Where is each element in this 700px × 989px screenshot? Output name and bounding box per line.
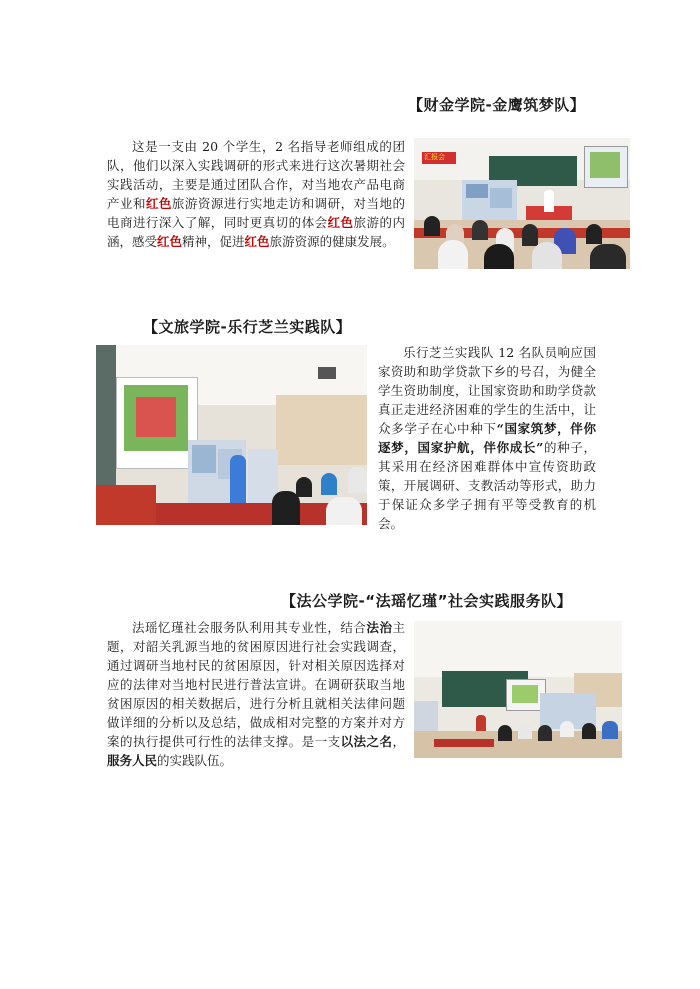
body-text: 乐行芝兰实践队 12 名队员响应国家资助和助学贷款下乡的号召，为健全学生资助制度，让国家资助和助学贷款真正走进经济困难的学生的生活中，让众多学子在心中种下 <box>378 345 596 436</box>
body-text: ， <box>392 734 405 749</box>
body-text: 精神，促进 <box>182 234 245 249</box>
emphasis-text: 服务人民 <box>107 753 158 768</box>
body-text: 这是一支由 20 个学生，2 名指导老师组成的团队，他们以深入实践调研的形式来进行这次暑期社会实践活动，主要是通过团队合作，对当地农产品电商产业和 <box>107 139 405 211</box>
emphasis-text: 红色 <box>157 234 183 249</box>
emphasis-text: 红色 <box>244 234 270 249</box>
body-text: 法瑶忆瑾社会服务队利用其专业性，结合 <box>132 620 367 635</box>
section-heading-caijin: 【财金学院-金鹰筑梦队】 <box>408 96 586 114</box>
emphasis-text: 红色 <box>327 215 354 230</box>
section-paragraph-wenlv <box>378 343 596 533</box>
photo-wenlv-presentation <box>96 345 367 525</box>
body-text: 旅游资源进行实地走访和调研，对当地的电商进行深入了解，同时更真切的体会 <box>107 196 405 230</box>
section-paragraph-fagong <box>107 618 405 770</box>
banner-text: 汇报会 <box>424 153 445 161</box>
section-paragraph-caijin <box>107 137 405 251</box>
emphasis-text: 以法之名 <box>340 734 393 749</box>
section-heading-fagong: 【法公学院-“法瑶忆瑾”社会实践服务队】 <box>281 592 572 610</box>
body-text: 的种子，其采用在经济困难群体中宣传资助政策，开展调研、支教活动等形式，助力于保证众多学子拥有平等受教育的机会。 <box>378 440 596 531</box>
photo-fagong-presentation <box>414 621 622 758</box>
emphasis-text: 法治 <box>366 620 393 635</box>
emphasis-text: “国家筑梦，伴你逐梦，国家护航，伴你成长” <box>378 421 596 455</box>
body-text: 的实践队伍。 <box>157 753 233 768</box>
photo-caijin-presentation <box>414 128 630 269</box>
body-text: 旅游资源的健康发展。 <box>269 234 395 249</box>
section-heading-wenlv: 【文旅学院-乐行芝兰实践队】 <box>143 318 352 336</box>
body-text: 主题，对韶关乳源当地的贫困原因进行社会实践调查，通过调研当地村民的贫困原因，针对相关原因选择对应的法律对当地村民进行普法宣讲。在调研获取当地贫困原因的相关数据后，进行分析且就相关法律问题做详细的分析以及总结，做成相对完整的方案并对方案的执行提供可行性的法律支撑。是一支 <box>107 620 405 749</box>
emphasis-text: 红色 <box>145 196 172 211</box>
body-text: 旅游的内涵，感受 <box>107 215 405 249</box>
